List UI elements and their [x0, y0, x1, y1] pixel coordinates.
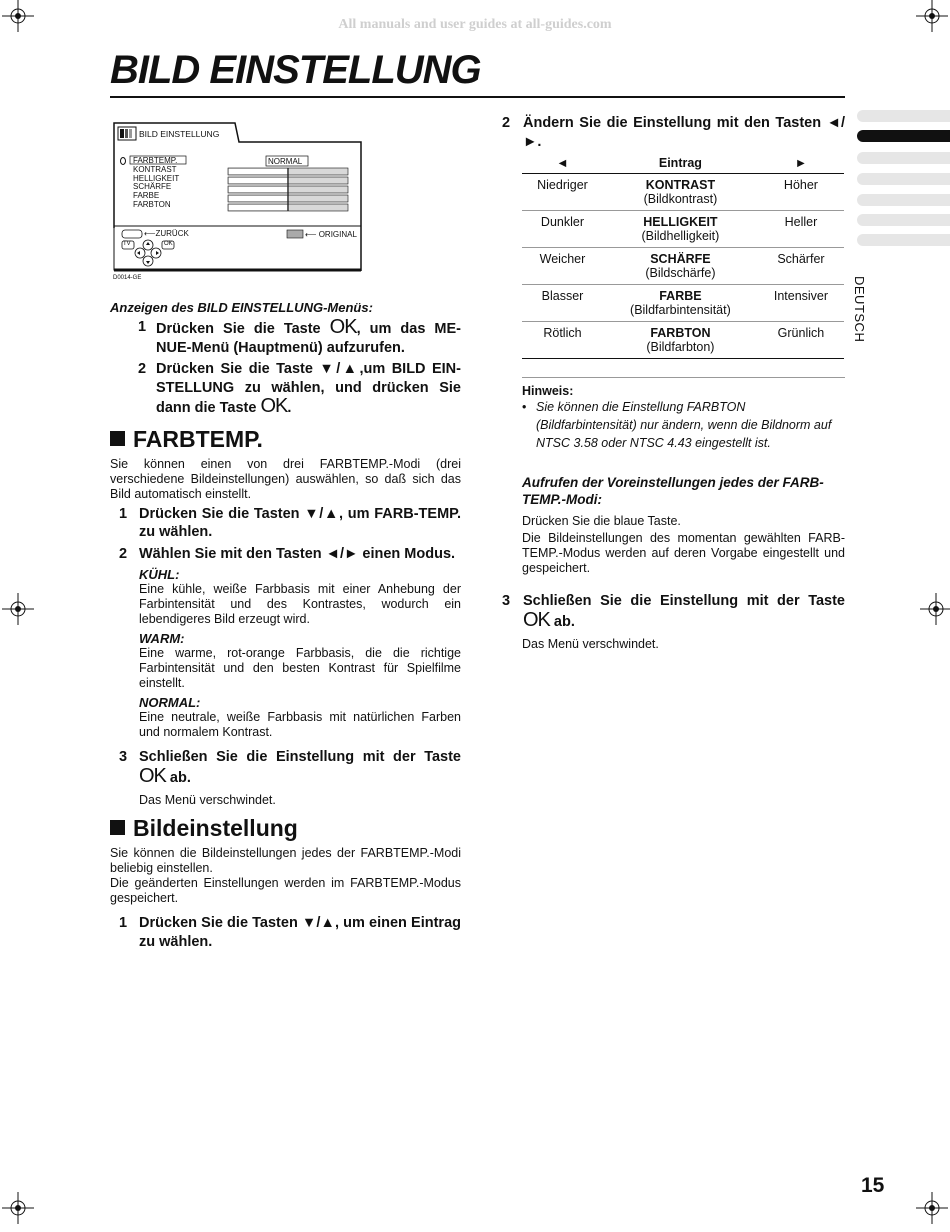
table-header-row: [522, 153, 844, 174]
crop-mark-icon: [920, 593, 950, 625]
column-header-entry: Eintrag: [603, 153, 758, 174]
reset-instruction: Drücken Sie die blaue Taste.: [522, 514, 681, 528]
menu-original-label: ⟵ ORIGINAL: [305, 230, 357, 239]
menu-item: FARBE: [133, 191, 160, 201]
section-tab: [857, 234, 950, 246]
step-number: 3: [502, 593, 511, 609]
page-number: 15: [861, 1174, 885, 1197]
cell-left: Dunkler: [522, 211, 603, 248]
step-text: Schließen Sie die Einstellung mit der Taste: [523, 593, 845, 609]
adjust-step-3: [500, 592, 845, 631]
cell-right: Grünlich: [758, 322, 844, 359]
table-row: [522, 285, 844, 322]
mode-description: Eine warme, rot-orange Farbbasis, die die richtige Farbintensität und den besten Kontrast für Spielfilme einstellt.: [139, 646, 461, 690]
step-open-menu: [110, 318, 461, 357]
mode-label: NORMAL:: [139, 695, 201, 710]
step-number: 1: [138, 319, 147, 335]
left-arrow-icon: ◄: [522, 153, 603, 174]
cell-left: Niedriger: [522, 174, 603, 211]
entry-name: SCHÄRFE: [650, 252, 711, 266]
section-heading-bildeinstellung: [110, 815, 461, 842]
adjustment-table: [522, 153, 844, 359]
farbtemp-result: Das Menü verschwindet.: [139, 793, 276, 807]
cell-entry: [603, 174, 758, 211]
step-number: 2: [138, 361, 147, 377]
heading-text: FARBTEMP.: [133, 425, 263, 452]
menu-item: FARBTEMP.: [133, 156, 178, 165]
reset-description: Die Bildeinstellungen des momentan gewählten FARB-TEMP.-Modus werden auf deren Vorgabe eingestellt und gespeichert.: [522, 531, 845, 575]
section-tab: [857, 152, 950, 164]
crop-mark-icon: [2, 1192, 34, 1224]
entry-desc: (Bildschärfe): [645, 266, 716, 280]
step-number: 1: [119, 915, 128, 931]
entry-name: FARBTON: [650, 326, 711, 340]
watermark: All manuals and user guides at all-guides.com: [338, 17, 612, 32]
menu-item: HELLIGKEIT: [133, 173, 180, 183]
bild-intro-1: Sie können die Bildeinstellungen jedes der FARBTEMP.-Modi beliebig einstellen.: [110, 846, 461, 875]
cell-entry: [603, 248, 758, 285]
cell-right: Höher: [758, 174, 844, 211]
section-heading-farbtemp: [110, 426, 461, 453]
menu-tv-label: TV: [123, 241, 131, 247]
menu-back-text: ZURÜCK: [155, 229, 189, 238]
menu-mode-value: NORMAL: [268, 157, 303, 166]
entry-name: HELLIGKEIT: [643, 215, 718, 229]
entry-desc: (Bildkontrast): [643, 192, 718, 206]
cell-left: Weicher: [522, 248, 603, 285]
language-side-label: DEUTSCH: [852, 276, 867, 343]
farbtemp-step-2: [110, 545, 461, 564]
menu-ok-label: OK: [164, 241, 173, 247]
ok-button-glyph: OK: [260, 395, 288, 417]
step-text: , um das ME-NUE-Menü (Hauptmenü) aufzurufen.: [156, 321, 461, 356]
step-number: 2: [119, 545, 128, 562]
section-tab: [857, 214, 950, 226]
right-column: [500, 111, 845, 652]
table-row: [522, 248, 844, 285]
step-text: Drücken Sie die Taste ▼/▲,um BILD EIN-STELLUNG zu wählen, und drücken Sie dann die Taste: [156, 361, 461, 416]
step-number: 3: [119, 749, 128, 765]
adjust-result: Das Menü verschwindet.: [522, 637, 659, 651]
entry-desc: (Bildfarbintensität): [630, 303, 731, 317]
crop-mark-icon: [916, 1192, 948, 1224]
adjust-step-2: [500, 114, 845, 151]
step-text: Drücken Sie die Taste: [156, 321, 330, 337]
step-text: Ändern Sie die Einstellung mit den Tasten ◄/►.: [523, 115, 845, 150]
ok-button-glyph: OK: [523, 608, 550, 631]
entry-desc: (Bildhelligkeit): [641, 229, 720, 243]
step-text: Wählen Sie mit den Tasten ◄/► einen Modus.: [139, 545, 456, 562]
menu-item: FARBTON: [133, 199, 171, 209]
heading-text: Bildeinstellung: [133, 815, 298, 841]
menu-back-label: ⟵ZURÜCK: [144, 229, 189, 238]
section-tab: [857, 173, 950, 185]
mode-label: KÜHL:: [139, 567, 180, 582]
cell-right: Intensiver: [758, 285, 844, 322]
step-text: .: [287, 400, 292, 416]
entry-name: FARBE: [659, 289, 702, 303]
mode-description: Eine neutrale, weiße Farbbasis mit natürlichen Farben und normalem Kontrast.: [139, 710, 461, 739]
section-tab: [857, 194, 950, 206]
step-number: 2: [502, 115, 511, 131]
table-row: [522, 211, 844, 248]
crop-mark-icon: [2, 593, 34, 625]
square-bullet-icon: [110, 820, 125, 835]
reset-heading: Aufrufen der Voreinstellungen jedes der FARB-TEMP.-Modi:: [522, 475, 824, 507]
menu-item: SCHÄRFE: [133, 182, 172, 192]
step-text: ab.: [165, 769, 191, 786]
right-arrow-icon: ►: [758, 153, 844, 174]
step-text: Drücken Sie die Tasten ▼/▲, um einen Eintrag zu wählen.: [139, 915, 461, 950]
farbtemp-step-1: [110, 505, 461, 542]
ok-button-glyph: OK: [329, 316, 357, 338]
hint-title: Hinweis:: [522, 384, 574, 398]
cell-right: Schärfer: [758, 248, 844, 285]
entry-desc: (Bildfarbton): [646, 340, 715, 354]
page-title: BILD EINSTELLUNG: [110, 48, 481, 92]
farbtemp-intro: Sie können einen von drei FARBTEMP.-Modi (drei verschiedene Bildeinstellungen) auswählen, so daß sich das Bild automatisch einstellt.: [110, 456, 461, 501]
menu-item: KONTRAST: [133, 164, 177, 174]
mode-description: Eine kühle, weiße Farbbasis mit einer Anhebung der Farbintensität und des Kontrastes, wodurch ein lebendigeres Bild erzeugt wird.: [139, 582, 461, 626]
cell-entry: [603, 211, 758, 248]
step-text: Drücken Sie die Tasten ▼/▲, um FARB-TEMP. zu wählen.: [139, 505, 461, 540]
section-tab-active: [857, 130, 950, 142]
hint-text: • Sie können die Einstellung FARBTON (Bildfarbintensität) nur ändern, wenn die Bildnorm auf NTSC 3.58 oder NTSC 4.43 eingestellt ist.: [522, 398, 845, 452]
step-text: ab.: [549, 613, 575, 630]
ok-button-glyph: OK: [139, 764, 166, 787]
cell-entry: [603, 322, 758, 359]
menu-caption: Anzeigen des BILD EINSTELLUNG-Menüs:: [110, 300, 373, 315]
table-row: [522, 322, 844, 359]
section-tab: [857, 110, 950, 122]
left-column: [110, 120, 461, 951]
step-select-bild: [110, 360, 461, 418]
bild-intro-2: Die geänderten Einstellungen werden im FARBTEMP.-Modus gespeichert.: [110, 876, 461, 905]
farbtemp-modes: [110, 567, 461, 740]
cell-left: Rötlich: [522, 322, 603, 359]
cell-right: Heller: [758, 211, 844, 248]
hint-box: [522, 377, 845, 452]
menu-screen-figure: [110, 120, 362, 290]
cell-left: Blasser: [522, 285, 603, 322]
square-bullet-icon: [110, 431, 125, 446]
bild-step-1: [110, 914, 461, 951]
entry-name: KONTRAST: [645, 178, 716, 192]
figure-code: D0014-GE: [113, 275, 142, 281]
table-row: [522, 174, 844, 211]
step-text: Schließen Sie die Einstellung mit der Taste: [139, 749, 461, 765]
menu-tab-label: BILD EINSTELLUNG: [139, 129, 220, 139]
step-number: 1: [119, 505, 128, 522]
title-divider: [110, 96, 845, 98]
menu-original-text: ORIGINAL: [318, 230, 357, 239]
menu-item-list: [133, 157, 179, 210]
mode-label: WARM:: [139, 631, 185, 646]
cell-entry: [603, 285, 758, 322]
farbtemp-step-3: [110, 748, 461, 787]
